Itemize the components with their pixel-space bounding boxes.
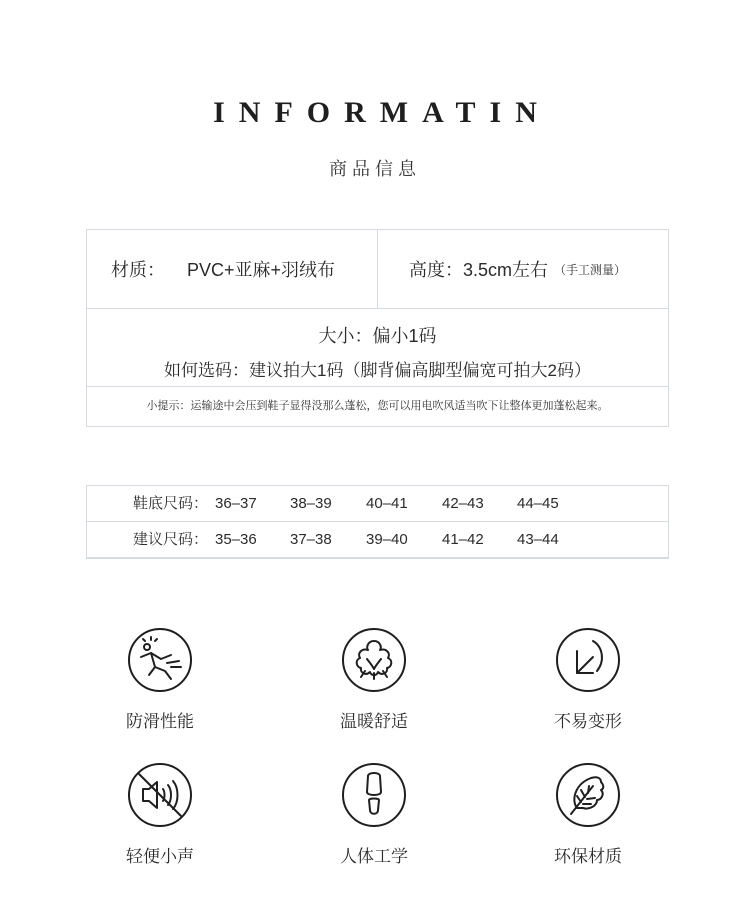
row-label: 建议尺码：: [133, 531, 209, 548]
table-cell: 42–43: [442, 495, 484, 512]
feature-label: 温暖舒适: [340, 712, 408, 731]
feature-label: 防滑性能: [126, 712, 194, 731]
table-cell: 44–45: [517, 495, 559, 512]
feature-label: 环保材质: [554, 847, 622, 866]
feature-ergonomic: [294, 762, 454, 867]
height-value: 3.5cm左右: [463, 260, 549, 280]
anti-slip-icon: [127, 627, 193, 693]
tip-row: 小提示：运输途中会压到鞋子显得没那么蓬松，您可以用电吹风适当吹下让整体更加蓬松起来。: [146, 400, 609, 412]
row-label: 鞋底尺码：: [133, 495, 209, 512]
height-label: 高度：: [409, 260, 463, 280]
table-cell: 35–36: [215, 531, 257, 548]
table-cell: 40–41: [366, 495, 408, 512]
height-cell: [378, 230, 668, 308]
size-advice: 如何选码：建议拍大1码（脚背偏高脚型偏宽可拍大2码）: [164, 361, 591, 380]
mute-icon: [127, 762, 193, 828]
size-table: [86, 485, 669, 559]
feature-label: 轻便小声: [126, 847, 194, 866]
material-value: PVC+亚麻+羽绒布: [187, 260, 336, 280]
feature-label: 人体工学: [340, 847, 408, 866]
table-cell: 38–39: [290, 495, 332, 512]
footprint-icon: [341, 762, 407, 828]
feature-anti-slip: [80, 627, 240, 732]
height-note: （手工测量）: [554, 262, 627, 277]
product-info-box: [86, 229, 669, 427]
leaf-icon: [555, 762, 621, 828]
table-row: [87, 486, 668, 522]
table-cell: 41–42: [442, 531, 484, 548]
feature-no-deform: [508, 627, 668, 732]
page-title: INFORMATIN: [213, 96, 551, 129]
feature-quiet: [80, 762, 240, 867]
cotton-icon: [341, 627, 407, 693]
material-label: 材质：: [111, 260, 165, 280]
no-deform-icon: [555, 627, 621, 693]
table-row: [87, 522, 668, 558]
material-cell: [87, 230, 378, 308]
feature-eco: [508, 762, 668, 867]
info-row-size: [87, 309, 668, 387]
page-subtitle: 商品信息: [329, 159, 421, 180]
feature-warm: [294, 627, 454, 732]
table-cell: 37–38: [290, 531, 332, 548]
table-cell: 43–44: [517, 531, 559, 548]
size-text: 大小：偏小1码: [318, 326, 437, 346]
info-row-material-height: [87, 230, 668, 309]
table-cell: 39–40: [366, 531, 408, 548]
table-cell: 36–37: [215, 495, 257, 512]
feature-label: 不易变形: [554, 712, 622, 731]
